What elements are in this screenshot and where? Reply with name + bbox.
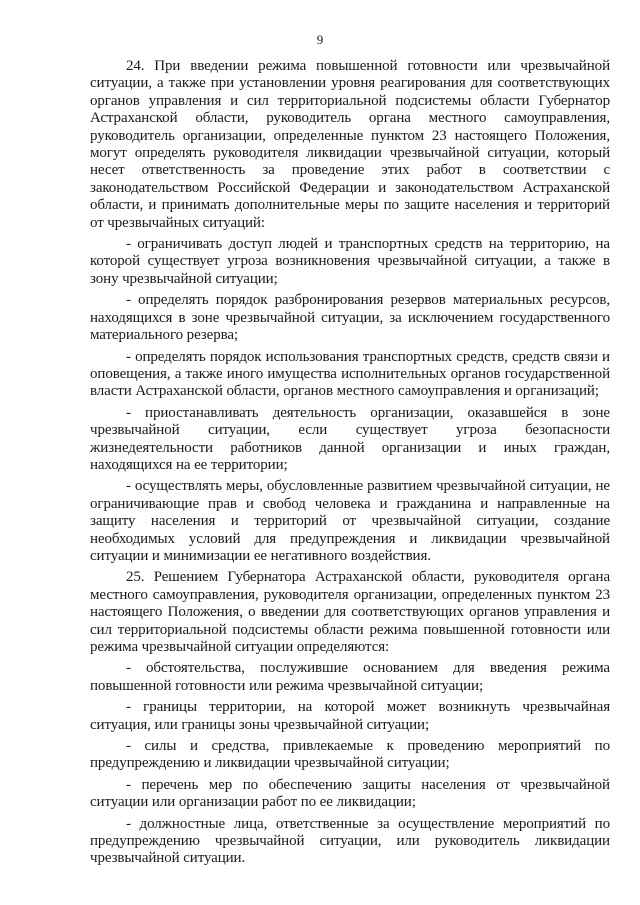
list-item: - приостанавливать деятельность организации, оказавшейся в зоне чрезвычайной ситуации, если существует угроза безопасности жизнедеятельности работников данной организации и иных граждан, находящихся на ее территории;	[90, 404, 610, 473]
list-item: - определять порядок разбронирования резервов материальных ресурсов, находящихся в зоне чрезвычайной ситуации, за исключением государственного материального резерва;	[90, 292, 610, 344]
list-item: - ограничивать доступ людей и транспортных средств на территорию, на которой существует угроза возникновения чрезвычайной ситуации, а также в зону чрезвычайной ситуации;	[90, 236, 610, 287]
list-item: - определять порядок использования транспортных средств, средств связи и оповещения, а также иного имущества исполнительных органов государственной власти Астраханской области, органов местного самоуправления и организаций;	[90, 348, 610, 400]
list-item: - должностные лица, ответственные за осуществление мероприятий по предупреждению чрезвычайной ситуации, или руководитель ликвидации чрезвычайной ситуации.	[90, 815, 610, 867]
list-item: - силы и средства, привлекаемые к проведению мероприятий по предупреждению и ликвидации чрезвычайной ситуации;	[90, 738, 610, 772]
paragraph-24: 24. При введении режима повышенной готовности или чрезвычайной ситуации, а также при установлении уровня реагирования для соответствующих органов управления и сил территориальной подсистемы области Губернатор Астраханской области, руководитель органа местного самоуправления, руководитель организации, определенные пунктом 23 настоящего Положения, могут определять руководителя ликвидации чрезвычайной ситуации, который несет ответственность за проведение этих работ в соответствии с законодательством Российской Федерации и законодательством Астраханской области, и принимать дополнительные меры по защите населения и территорий от чрезвычайных ситуаций:	[90, 58, 610, 231]
list-item: - перечень мер по обеспечению защиты населения от чрезвычайной ситуации или организации работ по ее ликвидации;	[90, 776, 610, 811]
list-item: - границы территории, на которой может возникнуть чрезвычайная ситуация, или границы зоны чрезвычайной ситуации;	[90, 699, 610, 733]
page-number: 9	[316, 32, 324, 47]
list-item: - осуществлять меры, обусловленные развитием чрезвычайной ситуации, не ограничивающие прав и свобод человека и гражданина и направленные на защиту населения и территорий от чрезвычайной ситуации, создание необходимых условий для предупреждения и ликвидации чрезвычайной ситуации и минимизации ее негативного воздействия.	[90, 478, 610, 564]
paragraph-25: 25. Решением Губернатора Астраханской области, руководителя органа местного самоуправления, руководителя организации, определенных пунктом 23 настоящего Положения, о введении для соответствующих органов управления и сил территориальной подсистемы области режима повышенной готовности или режима чрезвычайной ситуации определяются:	[90, 569, 610, 655]
document-body	[90, 58, 610, 868]
list-item: - обстоятельства, послужившие основанием для введения режима повышенной готовности или режима чрезвычайной ситуации;	[90, 660, 610, 694]
